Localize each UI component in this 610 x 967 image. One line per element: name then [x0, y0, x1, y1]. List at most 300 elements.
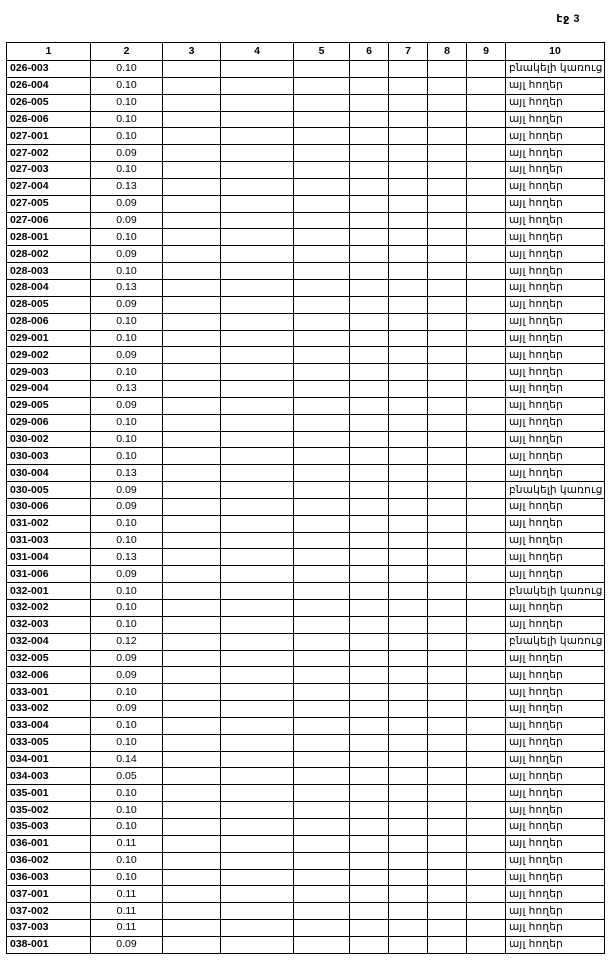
empty-cell — [350, 364, 389, 381]
empty-cell — [467, 835, 506, 852]
column-header: 4 — [221, 43, 294, 61]
land-use-cell: այլ հողեր — [506, 616, 605, 633]
empty-cell — [294, 279, 350, 296]
empty-cell — [221, 246, 294, 263]
land-use-cell: այլ հողեր — [506, 936, 605, 953]
parcel-code-cell: 027-005 — [7, 195, 91, 212]
empty-cell — [389, 852, 428, 869]
land-use-cell: այլ հողեր — [506, 195, 605, 212]
empty-cell — [350, 616, 389, 633]
empty-cell — [350, 77, 389, 94]
empty-cell — [221, 920, 294, 937]
empty-cell — [350, 246, 389, 263]
empty-cell — [389, 482, 428, 499]
empty-cell — [428, 162, 467, 179]
empty-cell — [389, 279, 428, 296]
empty-cell — [350, 212, 389, 229]
table-row — [7, 549, 605, 566]
parcel-code-cell: 028-006 — [7, 313, 91, 330]
empty-cell — [221, 229, 294, 246]
table-row — [7, 195, 605, 212]
empty-cell — [428, 263, 467, 280]
empty-cell — [428, 482, 467, 499]
empty-cell — [467, 583, 506, 600]
land-use-cell: այլ հողեր — [506, 818, 605, 835]
empty-cell — [467, 263, 506, 280]
parcel-code-cell: 032-002 — [7, 600, 91, 617]
table-row — [7, 61, 605, 78]
empty-cell — [221, 600, 294, 617]
land-use-cell: այլ հողեր — [506, 852, 605, 869]
empty-cell — [467, 616, 506, 633]
area-cell: 0.10 — [91, 313, 163, 330]
empty-cell — [163, 330, 221, 347]
empty-cell — [467, 296, 506, 313]
area-cell: 0.09 — [91, 701, 163, 718]
empty-cell — [221, 869, 294, 886]
land-use-cell: բնակելի կառուց — [506, 61, 605, 78]
empty-cell — [389, 869, 428, 886]
empty-cell — [350, 835, 389, 852]
land-use-cell: այլ հողեր — [506, 397, 605, 414]
empty-cell — [350, 145, 389, 162]
empty-cell — [350, 431, 389, 448]
empty-cell — [221, 549, 294, 566]
empty-cell — [294, 212, 350, 229]
empty-cell — [294, 111, 350, 128]
empty-cell — [428, 667, 467, 684]
empty-cell — [163, 498, 221, 515]
area-cell: 0.10 — [91, 448, 163, 465]
empty-cell — [467, 852, 506, 869]
empty-cell — [294, 482, 350, 499]
parcel-code-cell: 031-004 — [7, 549, 91, 566]
empty-cell — [467, 684, 506, 701]
empty-cell — [350, 263, 389, 280]
empty-cell — [350, 313, 389, 330]
empty-cell — [389, 77, 428, 94]
empty-cell — [467, 515, 506, 532]
empty-cell — [350, 936, 389, 953]
parcel-code-cell: 028-004 — [7, 279, 91, 296]
empty-cell — [350, 768, 389, 785]
column-header: 9 — [467, 43, 506, 61]
empty-cell — [221, 785, 294, 802]
empty-cell — [294, 903, 350, 920]
empty-cell — [350, 330, 389, 347]
empty-cell — [294, 869, 350, 886]
area-cell: 0.10 — [91, 532, 163, 549]
area-cell: 0.10 — [91, 717, 163, 734]
column-header: 8 — [428, 43, 467, 61]
empty-cell — [221, 835, 294, 852]
area-cell: 0.09 — [91, 397, 163, 414]
land-use-cell: բնակելի կառուց — [506, 583, 605, 600]
empty-cell — [163, 61, 221, 78]
table-row — [7, 381, 605, 398]
empty-cell — [389, 364, 428, 381]
land-use-cell: այլ հողեր — [506, 263, 605, 280]
empty-cell — [467, 869, 506, 886]
empty-cell — [294, 566, 350, 583]
table-row — [7, 818, 605, 835]
empty-cell — [163, 734, 221, 751]
area-cell: 0.09 — [91, 246, 163, 263]
empty-cell — [389, 448, 428, 465]
empty-cell — [389, 936, 428, 953]
empty-cell — [350, 94, 389, 111]
empty-cell — [389, 600, 428, 617]
table-row — [7, 162, 605, 179]
area-cell: 0.09 — [91, 566, 163, 583]
empty-cell — [221, 381, 294, 398]
area-cell: 0.09 — [91, 936, 163, 953]
empty-cell — [389, 263, 428, 280]
empty-cell — [467, 381, 506, 398]
empty-cell — [467, 178, 506, 195]
land-use-cell: այլ հողեր — [506, 701, 605, 718]
empty-cell — [428, 111, 467, 128]
table-row — [7, 178, 605, 195]
empty-cell — [467, 936, 506, 953]
empty-cell — [389, 498, 428, 515]
empty-cell — [467, 600, 506, 617]
empty-cell — [389, 835, 428, 852]
empty-cell — [389, 667, 428, 684]
area-cell: 0.10 — [91, 684, 163, 701]
empty-cell — [294, 886, 350, 903]
empty-cell — [389, 920, 428, 937]
empty-cell — [350, 869, 389, 886]
area-cell: 0.10 — [91, 818, 163, 835]
empty-cell — [221, 128, 294, 145]
empty-cell — [350, 498, 389, 515]
column-header: 10 — [506, 43, 605, 61]
empty-cell — [221, 94, 294, 111]
empty-cell — [467, 448, 506, 465]
empty-cell — [294, 667, 350, 684]
empty-cell — [467, 212, 506, 229]
empty-cell — [221, 431, 294, 448]
land-use-cell: այլ հողեր — [506, 414, 605, 431]
empty-cell — [467, 330, 506, 347]
empty-cell — [428, 397, 467, 414]
empty-cell — [350, 178, 389, 195]
empty-cell — [163, 364, 221, 381]
table-row — [7, 448, 605, 465]
empty-cell — [389, 802, 428, 819]
empty-cell — [428, 178, 467, 195]
empty-cell — [428, 600, 467, 617]
parcel-code-cell: 027-006 — [7, 212, 91, 229]
area-cell: 0.09 — [91, 482, 163, 499]
empty-cell — [163, 532, 221, 549]
land-use-cell: այլ հողեր — [506, 94, 605, 111]
land-use-cell: այլ հողեր — [506, 77, 605, 94]
land-use-cell: այլ հողեր — [506, 229, 605, 246]
area-cell: 0.09 — [91, 498, 163, 515]
empty-cell — [428, 920, 467, 937]
parcel-code-cell: 032-003 — [7, 616, 91, 633]
empty-cell — [350, 162, 389, 179]
parcel-code-cell: 033-004 — [7, 717, 91, 734]
empty-cell — [294, 61, 350, 78]
empty-cell — [467, 768, 506, 785]
empty-cell — [428, 498, 467, 515]
parcel-code-cell: 029-005 — [7, 397, 91, 414]
empty-cell — [163, 936, 221, 953]
parcel-code-cell: 030-006 — [7, 498, 91, 515]
land-use-cell: այլ հողեր — [506, 717, 605, 734]
parcel-code-cell: 036-002 — [7, 852, 91, 869]
empty-cell — [467, 633, 506, 650]
empty-cell — [428, 751, 467, 768]
empty-cell — [163, 515, 221, 532]
area-cell: 0.13 — [91, 549, 163, 566]
table-row — [7, 717, 605, 734]
empty-cell — [221, 414, 294, 431]
empty-cell — [428, 818, 467, 835]
table-row — [7, 364, 605, 381]
empty-cell — [350, 633, 389, 650]
empty-cell — [389, 397, 428, 414]
empty-cell — [428, 869, 467, 886]
table-row — [7, 77, 605, 94]
header-row — [7, 43, 605, 61]
empty-cell — [221, 768, 294, 785]
empty-cell — [467, 162, 506, 179]
land-use-cell: այլ հողեր — [506, 364, 605, 381]
empty-cell — [221, 701, 294, 718]
area-cell: 0.09 — [91, 296, 163, 313]
column-header: 3 — [163, 43, 221, 61]
empty-cell — [428, 128, 467, 145]
land-use-cell: այլ հողեր — [506, 751, 605, 768]
empty-cell — [389, 212, 428, 229]
land-use-cell: այլ հողեր — [506, 650, 605, 667]
column-header: 2 — [91, 43, 163, 61]
table-row — [7, 111, 605, 128]
area-cell: 0.09 — [91, 145, 163, 162]
empty-cell — [163, 111, 221, 128]
empty-cell — [163, 903, 221, 920]
empty-cell — [350, 482, 389, 499]
empty-cell — [163, 650, 221, 667]
area-cell: 0.11 — [91, 886, 163, 903]
empty-cell — [163, 886, 221, 903]
empty-cell — [350, 920, 389, 937]
parcel-code-cell: 027-004 — [7, 178, 91, 195]
empty-cell — [428, 465, 467, 482]
empty-cell — [467, 364, 506, 381]
parcel-code-cell: 027-003 — [7, 162, 91, 179]
empty-cell — [163, 296, 221, 313]
empty-cell — [389, 111, 428, 128]
empty-cell — [163, 869, 221, 886]
empty-cell — [294, 94, 350, 111]
table-row — [7, 414, 605, 431]
parcel-code-cell: 031-006 — [7, 566, 91, 583]
empty-cell — [350, 195, 389, 212]
table-row — [7, 650, 605, 667]
empty-cell — [221, 667, 294, 684]
empty-cell — [221, 532, 294, 549]
empty-cell — [467, 397, 506, 414]
area-cell: 0.12 — [91, 633, 163, 650]
empty-cell — [428, 768, 467, 785]
empty-cell — [389, 330, 428, 347]
empty-cell — [221, 886, 294, 903]
land-use-cell: այլ հողեր — [506, 431, 605, 448]
empty-cell — [350, 532, 389, 549]
table-row — [7, 229, 605, 246]
table-row — [7, 498, 605, 515]
land-use-cell: այլ հողեր — [506, 162, 605, 179]
empty-cell — [467, 482, 506, 499]
parcel-code-cell: 026-005 — [7, 94, 91, 111]
empty-cell — [294, 145, 350, 162]
empty-cell — [467, 886, 506, 903]
empty-cell — [221, 212, 294, 229]
land-use-cell: այլ հողեր — [506, 347, 605, 364]
empty-cell — [221, 802, 294, 819]
area-cell: 0.11 — [91, 920, 163, 937]
land-use-cell: այլ հողեր — [506, 246, 605, 263]
empty-cell — [163, 162, 221, 179]
empty-cell — [467, 61, 506, 78]
empty-cell — [428, 936, 467, 953]
land-use-cell: այլ հողեր — [506, 768, 605, 785]
empty-cell — [350, 515, 389, 532]
empty-cell — [428, 852, 467, 869]
table-row — [7, 835, 605, 852]
empty-cell — [294, 751, 350, 768]
area-cell: 0.10 — [91, 431, 163, 448]
area-cell: 0.10 — [91, 583, 163, 600]
empty-cell — [221, 515, 294, 532]
table-body — [7, 61, 605, 954]
empty-cell — [294, 650, 350, 667]
empty-cell — [221, 465, 294, 482]
parcel-code-cell: 036-003 — [7, 869, 91, 886]
empty-cell — [389, 162, 428, 179]
empty-cell — [428, 212, 467, 229]
area-cell: 0.13 — [91, 381, 163, 398]
area-cell: 0.10 — [91, 802, 163, 819]
table-row — [7, 920, 605, 937]
empty-cell — [389, 566, 428, 583]
parcel-code-cell: 035-003 — [7, 818, 91, 835]
empty-cell — [163, 212, 221, 229]
empty-cell — [428, 195, 467, 212]
empty-cell — [350, 751, 389, 768]
empty-cell — [428, 835, 467, 852]
empty-cell — [467, 734, 506, 751]
empty-cell — [428, 246, 467, 263]
column-header: 7 — [389, 43, 428, 61]
empty-cell — [428, 77, 467, 94]
empty-cell — [221, 717, 294, 734]
empty-cell — [294, 734, 350, 751]
empty-cell — [350, 128, 389, 145]
empty-cell — [350, 684, 389, 701]
empty-cell — [428, 145, 467, 162]
empty-cell — [467, 650, 506, 667]
empty-cell — [389, 515, 428, 532]
land-use-cell: այլ հողեր — [506, 802, 605, 819]
area-cell: 0.10 — [91, 414, 163, 431]
parcel-code-cell: 030-005 — [7, 482, 91, 499]
empty-cell — [428, 616, 467, 633]
table-row — [7, 734, 605, 751]
area-cell: 0.10 — [91, 94, 163, 111]
land-parcel-table — [6, 42, 605, 954]
land-use-cell: այլ հողեր — [506, 667, 605, 684]
area-cell: 0.11 — [91, 835, 163, 852]
land-use-cell: այլ հողեր — [506, 448, 605, 465]
empty-cell — [221, 296, 294, 313]
empty-cell — [350, 650, 389, 667]
table-row — [7, 583, 605, 600]
empty-cell — [221, 162, 294, 179]
empty-cell — [350, 566, 389, 583]
empty-cell — [350, 667, 389, 684]
parcel-code-cell: 033-002 — [7, 701, 91, 718]
empty-cell — [163, 465, 221, 482]
empty-cell — [350, 852, 389, 869]
area-cell: 0.10 — [91, 364, 163, 381]
land-use-cell: այլ հողեր — [506, 111, 605, 128]
land-use-cell: այլ հողեր — [506, 532, 605, 549]
empty-cell — [163, 701, 221, 718]
land-use-cell: այլ հողեր — [506, 498, 605, 515]
area-cell: 0.09 — [91, 347, 163, 364]
table-row — [7, 802, 605, 819]
empty-cell — [163, 802, 221, 819]
empty-cell — [163, 583, 221, 600]
table-row — [7, 212, 605, 229]
empty-cell — [294, 920, 350, 937]
empty-cell — [428, 566, 467, 583]
empty-cell — [163, 633, 221, 650]
column-header: 5 — [294, 43, 350, 61]
land-use-cell: այլ հողեր — [506, 145, 605, 162]
parcel-code-cell: 036-001 — [7, 835, 91, 852]
empty-cell — [467, 818, 506, 835]
empty-cell — [350, 583, 389, 600]
empty-cell — [294, 364, 350, 381]
area-cell: 0.09 — [91, 650, 163, 667]
parcel-code-cell: 026-006 — [7, 111, 91, 128]
empty-cell — [467, 920, 506, 937]
parcel-code-cell: 029-001 — [7, 330, 91, 347]
empty-cell — [221, 145, 294, 162]
table-row — [7, 566, 605, 583]
empty-cell — [163, 852, 221, 869]
parcel-code-cell: 035-001 — [7, 785, 91, 802]
empty-cell — [389, 431, 428, 448]
table-row — [7, 313, 605, 330]
empty-cell — [221, 397, 294, 414]
area-cell: 0.10 — [91, 162, 163, 179]
empty-cell — [163, 768, 221, 785]
land-use-cell: այլ հողեր — [506, 381, 605, 398]
empty-cell — [389, 347, 428, 364]
empty-cell — [221, 498, 294, 515]
empty-cell — [389, 313, 428, 330]
area-cell: 0.10 — [91, 128, 163, 145]
parcel-code-cell: 037-001 — [7, 886, 91, 903]
